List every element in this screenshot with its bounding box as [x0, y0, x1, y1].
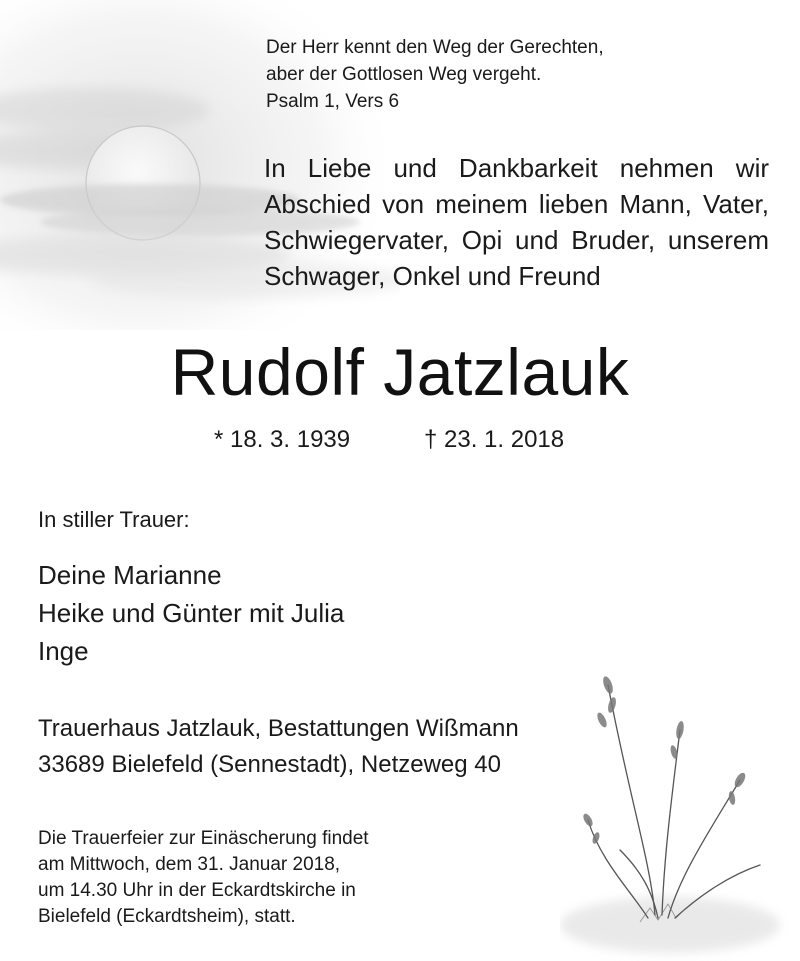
- farewell-text: [264, 150, 769, 294]
- farewell-line: Abschied von meinem lieben Mann, Vater,: [264, 189, 769, 219]
- farewell-line: In Liebe und Dankbarkeit nehmen wir: [264, 153, 769, 183]
- mourner-name: Inge: [38, 636, 89, 666]
- address-line: Trauerhaus Jatzlauk, Bestattungen Wißmann: [38, 715, 519, 742]
- funeral-service-info: [38, 826, 369, 930]
- farewell-line: Schwager, Onkel und Freund: [264, 261, 601, 291]
- deceased-name: Rudolf Jatzlauk: [170, 335, 630, 409]
- service-line: um 14.30 Uhr in der Eckardtskirche in: [38, 880, 356, 901]
- service-line: Die Trauerfeier zur Einäscherung findet: [38, 828, 369, 849]
- mourner-name: Deine Marianne: [38, 560, 222, 590]
- address-line: 33689 Bielefeld (Sennestadt), Netzeweg 40: [38, 751, 501, 778]
- service-line: am Mittwoch, dem 31. Januar 2018,: [38, 854, 341, 875]
- farewell-line: Schwiegervater, Opi und Bruder, unserem: [264, 225, 769, 255]
- death-date: † 23. 1. 2018: [424, 426, 565, 453]
- birth-date: * 18. 3. 1939: [214, 426, 351, 453]
- mourner-list: [38, 556, 344, 670]
- verse-line: aber der Gottlosen Weg vergeht.: [266, 64, 542, 85]
- service-line: Bielefeld (Eckardtsheim), statt.: [38, 906, 296, 927]
- verse-reference: Psalm 1, Vers 6: [266, 91, 400, 112]
- mourning-house-address: [38, 711, 519, 783]
- mourner-name: Heike und Günter mit Julia: [38, 598, 345, 628]
- mourning-label: In stiller Trauer:: [38, 507, 190, 532]
- bible-verse: [266, 34, 766, 115]
- grass-stalks-icon: [560, 660, 800, 961]
- verse-line: Der Herr kennt den Weg der Gerechten,: [266, 37, 604, 58]
